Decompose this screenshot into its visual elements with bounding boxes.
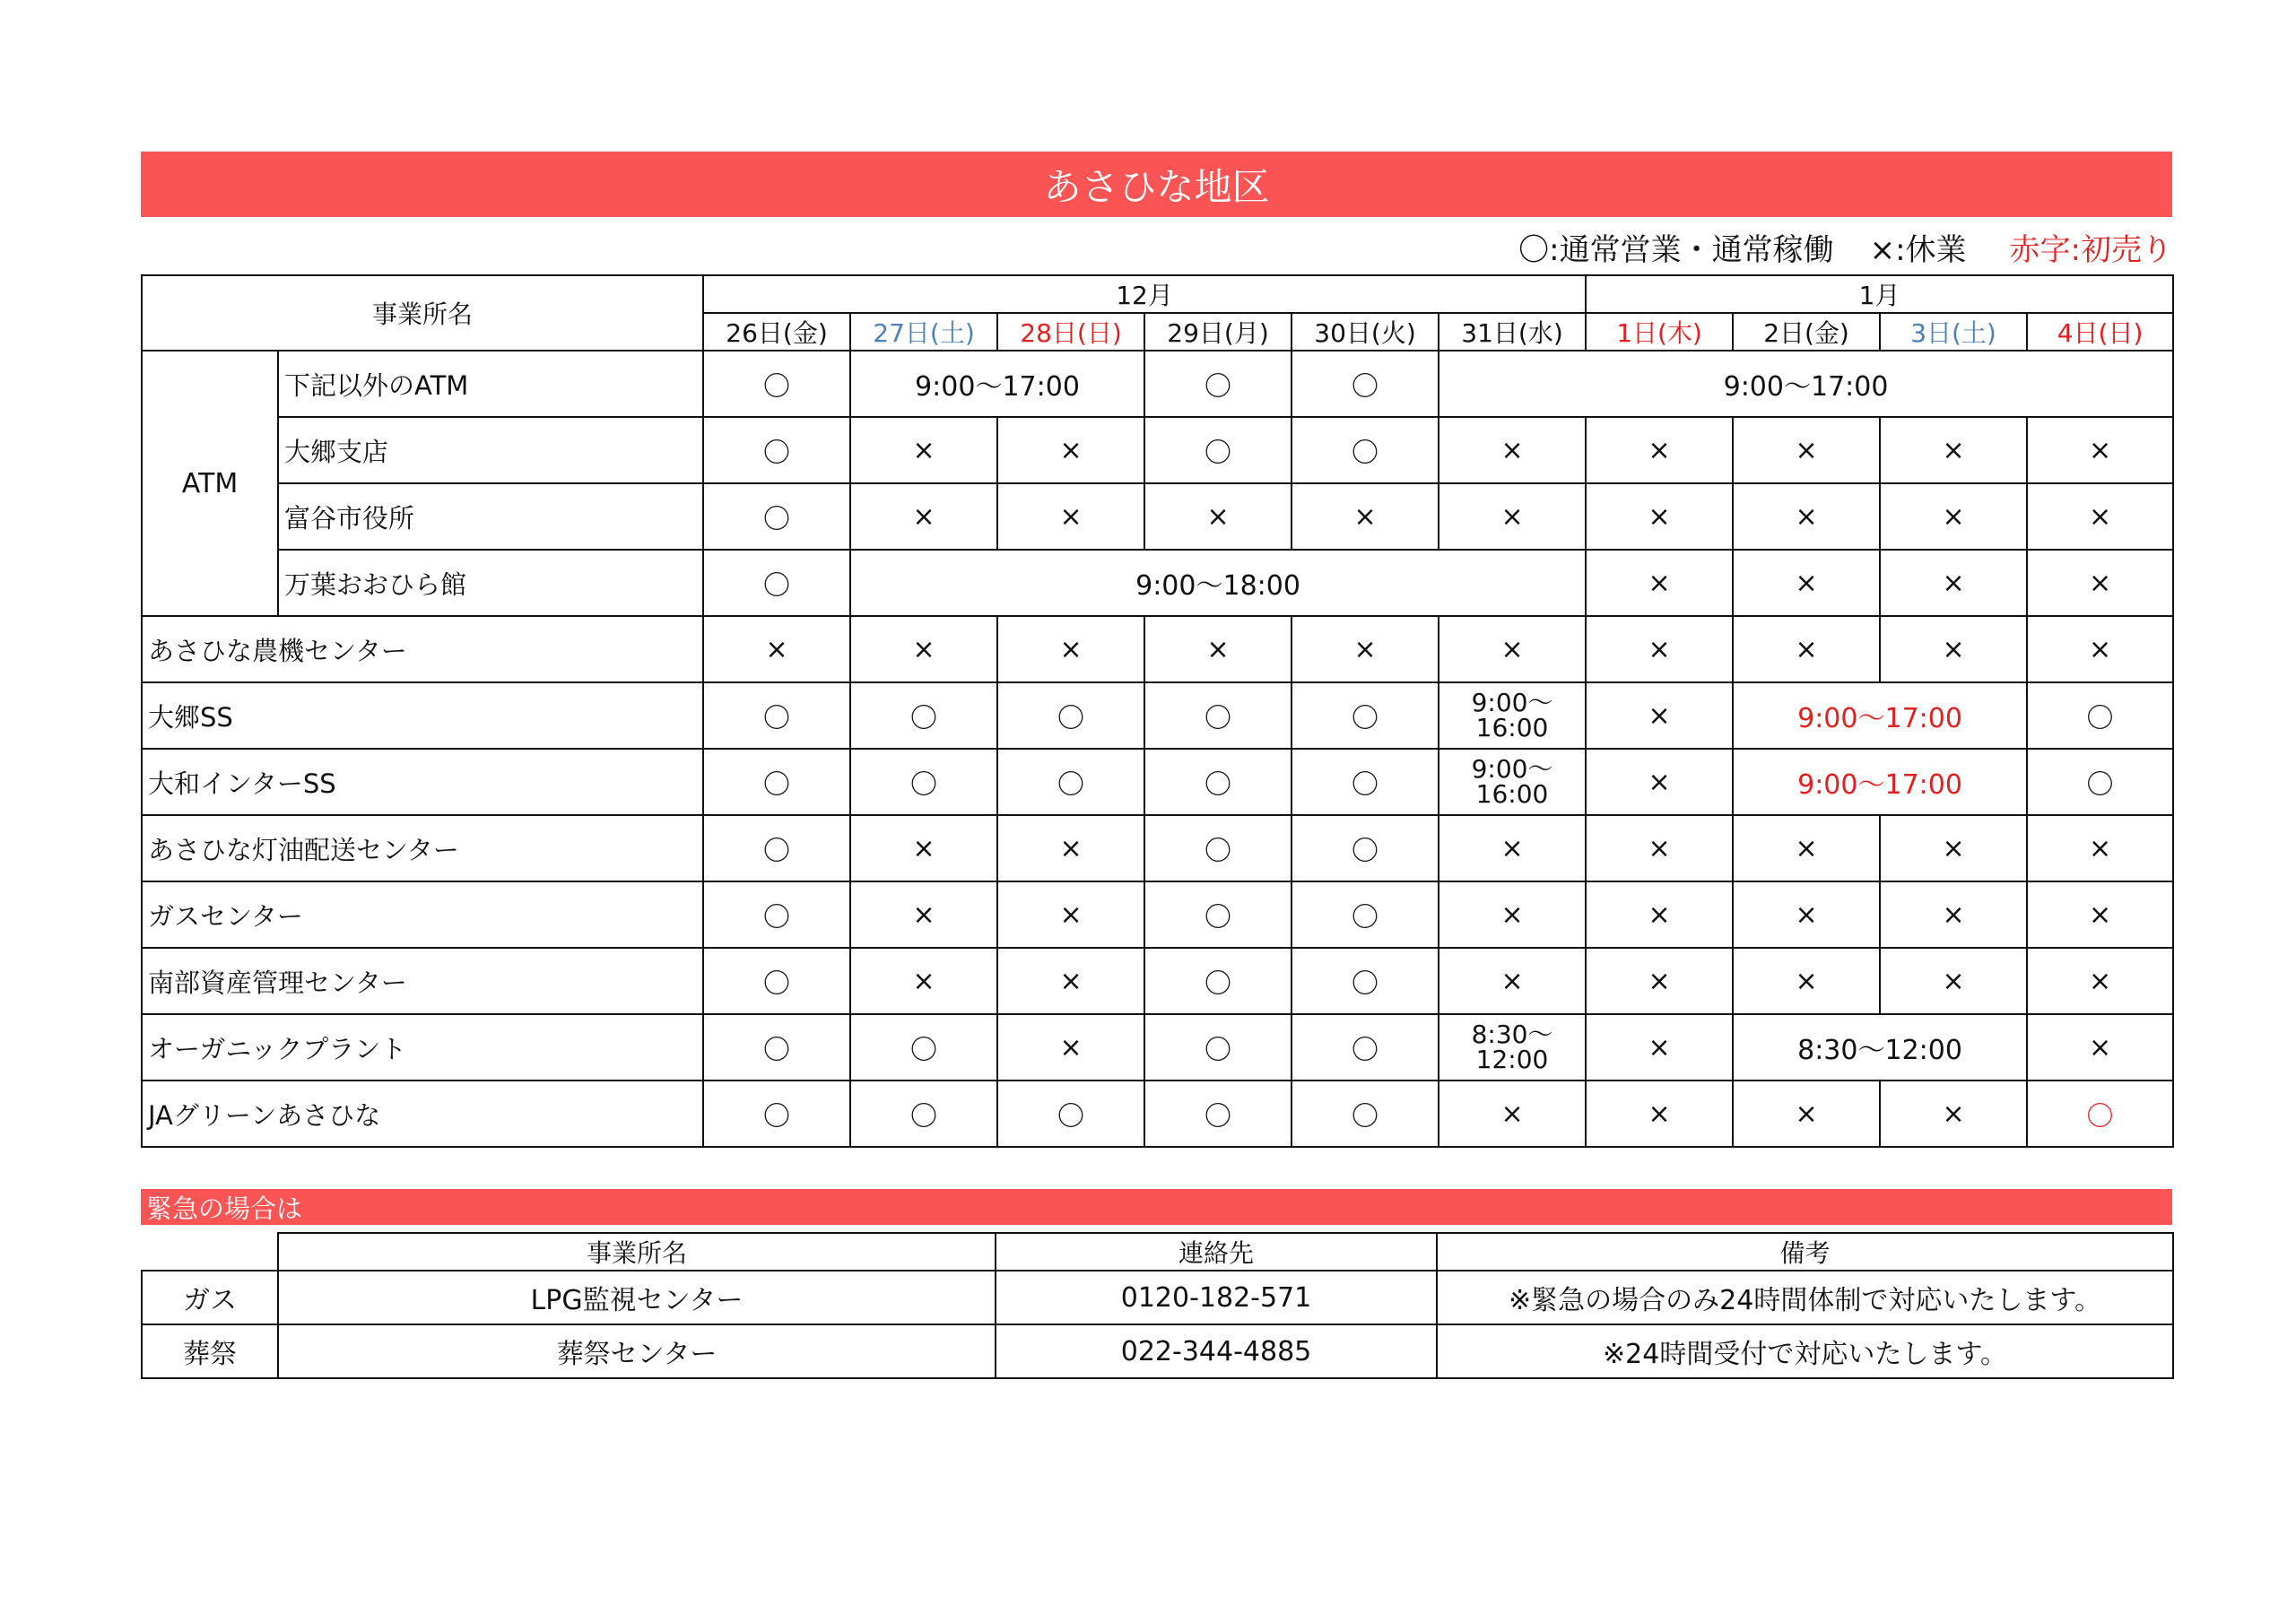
day-header: 27日(土) xyxy=(850,313,997,351)
status-cell: × xyxy=(1439,483,1586,550)
status-cell: 〇 xyxy=(1144,881,1292,948)
status-cell: × xyxy=(1439,881,1586,948)
day-header: 28日(日) xyxy=(997,313,1144,351)
status-cell: 〇 xyxy=(703,749,850,815)
status-cell: 〇 xyxy=(703,351,850,417)
status-cell: × xyxy=(1144,483,1292,550)
status-cell: 〇 xyxy=(703,682,850,749)
status-cell: × xyxy=(1586,682,1733,749)
emergency-header-note: 備考 xyxy=(1437,1233,2173,1271)
status-cell: 〇 xyxy=(1144,351,1292,417)
legend-cross: ×:休業 xyxy=(1869,231,1967,268)
day-header: 1日(木) xyxy=(1586,313,1733,351)
status-cell: × xyxy=(1439,815,1586,881)
schedule-row xyxy=(142,616,2173,682)
status-cell: × xyxy=(1586,881,1733,948)
status-cell: × xyxy=(1586,550,1733,616)
status-cell: 9:00～17:00 xyxy=(1439,351,2173,417)
emergency-header-name: 事業所名 xyxy=(278,1233,996,1271)
status-cell: × xyxy=(1880,616,2027,682)
office-name: 富谷市役所 xyxy=(278,483,703,550)
day-header: 29日(月) xyxy=(1144,313,1292,351)
emergency-header-blank xyxy=(142,1233,278,1271)
status-cell: × xyxy=(997,881,1144,948)
office-name: 大和インターSS xyxy=(142,749,703,815)
status-cell: 〇 xyxy=(1292,1014,1439,1081)
emergency-row xyxy=(142,1324,2173,1378)
status-cell: × xyxy=(2027,815,2173,881)
status-cell: 〇 xyxy=(703,483,850,550)
status-cell: × xyxy=(1439,948,1586,1014)
schedule-row xyxy=(142,550,2173,616)
status-cell: × xyxy=(1586,749,1733,815)
status-cell: × xyxy=(1439,1081,1586,1147)
status-cell: × xyxy=(1733,1081,1880,1147)
schedule-row xyxy=(142,1014,2173,1081)
status-cell: 〇 xyxy=(1292,881,1439,948)
status-cell: 9:00～18:00 xyxy=(850,550,1586,616)
status-cell: × xyxy=(1880,815,2027,881)
status-cell: × xyxy=(2027,550,2173,616)
status-cell: × xyxy=(1144,616,1292,682)
office-name: 大郷SS xyxy=(142,682,703,749)
status-cell: × xyxy=(1733,483,1880,550)
status-cell: 〇 xyxy=(850,1081,997,1147)
office-name: 大郷支店 xyxy=(278,417,703,483)
status-cell: 〇 xyxy=(1144,682,1292,749)
schedule-row xyxy=(142,881,2173,948)
status-cell: × xyxy=(1733,815,1880,881)
status-cell: 〇 xyxy=(1292,1081,1439,1147)
status-cell: × xyxy=(2027,881,2173,948)
status-cell: × xyxy=(850,417,997,483)
status-cell: 〇 xyxy=(997,749,1144,815)
header-row-months xyxy=(142,275,2173,313)
schedule-row xyxy=(142,815,2173,881)
office-name: オーガニックプラント xyxy=(142,1014,703,1081)
emergency-phone: 022-344-4885 xyxy=(996,1324,1437,1378)
day-header: 3日(土) xyxy=(1880,313,2027,351)
status-cell: × xyxy=(997,815,1144,881)
emergency-note: ※緊急の場合のみ24時間体制で対応いたします。 xyxy=(1437,1271,2173,1324)
status-cell: × xyxy=(703,616,850,682)
office-name: 万葉おおひら館 xyxy=(278,550,703,616)
status-cell: 〇 xyxy=(850,1014,997,1081)
status-cell: 〇 xyxy=(1144,815,1292,881)
office-name: 下記以外のATM xyxy=(278,351,703,417)
emergency-table xyxy=(141,1232,2174,1379)
status-cell: × xyxy=(1880,417,2027,483)
status-cell: × xyxy=(1733,948,1880,1014)
status-cell: 〇 xyxy=(1292,682,1439,749)
status-cell: 〇 xyxy=(1292,351,1439,417)
schedule-row xyxy=(142,483,2173,550)
status-cell: × xyxy=(1586,1014,1733,1081)
status-cell: × xyxy=(1880,948,2027,1014)
office-name: あさひな農機センター xyxy=(142,616,703,682)
status-cell: × xyxy=(1586,483,1733,550)
status-cell: 9:00～17:00 xyxy=(1733,749,2027,815)
status-cell: 8:30～ 12:00 xyxy=(1439,1014,1586,1081)
status-cell: 〇 xyxy=(2027,749,2173,815)
status-cell: 〇 xyxy=(703,550,850,616)
status-cell: 〇 xyxy=(1144,749,1292,815)
emergency-category: ガス xyxy=(142,1271,278,1324)
status-cell: × xyxy=(1586,815,1733,881)
status-cell: 〇 xyxy=(997,682,1144,749)
status-cell: 〇 xyxy=(1292,948,1439,1014)
status-cell: 〇 xyxy=(997,1081,1144,1147)
status-cell: 〇 xyxy=(2027,1081,2173,1147)
month-header: 12月 xyxy=(703,275,1586,313)
emergency-phone: 0120-182-571 xyxy=(996,1271,1437,1324)
emergency-title: 緊急の場合は xyxy=(141,1189,2172,1225)
status-cell: 8:30～12:00 xyxy=(1733,1014,2027,1081)
schedule-row xyxy=(142,351,2173,417)
status-cell: × xyxy=(1586,948,1733,1014)
status-cell: × xyxy=(2027,483,2173,550)
status-cell: × xyxy=(1733,550,1880,616)
page-title: あさひな地区 xyxy=(141,152,2172,217)
emergency-name: LPG監視センター xyxy=(278,1271,996,1324)
status-cell: × xyxy=(2027,1014,2173,1081)
status-cell: × xyxy=(850,616,997,682)
status-cell: 9:00～17:00 xyxy=(1733,682,2027,749)
atm-group-label: ATM xyxy=(142,351,278,616)
status-cell: 〇 xyxy=(1144,1014,1292,1081)
office-name: JAグリーンあさひな xyxy=(142,1081,703,1147)
status-cell: × xyxy=(1586,616,1733,682)
status-cell: × xyxy=(1439,417,1586,483)
status-cell: × xyxy=(1586,1081,1733,1147)
day-header: 31日(水) xyxy=(1439,313,1586,351)
status-cell: × xyxy=(997,417,1144,483)
status-cell: 〇 xyxy=(1144,417,1292,483)
emergency-category: 葬祭 xyxy=(142,1324,278,1378)
status-cell: 〇 xyxy=(703,1014,850,1081)
office-name: ガスセンター xyxy=(142,881,703,948)
status-cell: × xyxy=(1733,417,1880,483)
status-cell: × xyxy=(1733,881,1880,948)
status-cell: × xyxy=(1880,1081,2027,1147)
office-name: あさひな灯油配送センター xyxy=(142,815,703,881)
emergency-row xyxy=(142,1271,2173,1324)
status-cell: × xyxy=(2027,948,2173,1014)
legend-red: 赤字:初売り xyxy=(2009,231,2172,268)
status-cell: × xyxy=(997,616,1144,682)
day-header: 4日(日) xyxy=(2027,313,2173,351)
status-cell: × xyxy=(997,948,1144,1014)
office-name-header: 事業所名 xyxy=(142,275,703,351)
month-header: 1月 xyxy=(1586,275,2173,313)
status-cell: × xyxy=(1292,616,1439,682)
schedule-table xyxy=(141,274,2174,1148)
status-cell: × xyxy=(1733,616,1880,682)
schedule-row xyxy=(142,1081,2173,1147)
status-cell: × xyxy=(997,483,1144,550)
status-cell: 9:00～ 16:00 xyxy=(1439,682,1586,749)
emergency-header-contact: 連絡先 xyxy=(996,1233,1437,1271)
status-cell: 〇 xyxy=(1144,1081,1292,1147)
status-cell: × xyxy=(1880,881,2027,948)
status-cell: 9:00～ 16:00 xyxy=(1439,749,1586,815)
emergency-header-row xyxy=(142,1233,2173,1271)
status-cell: × xyxy=(997,1014,1144,1081)
status-cell: × xyxy=(1880,483,2027,550)
status-cell: × xyxy=(1439,616,1586,682)
status-cell: 〇 xyxy=(1292,749,1439,815)
emergency-name: 葬祭センター xyxy=(278,1324,996,1378)
status-cell: 〇 xyxy=(850,749,997,815)
status-cell: 〇 xyxy=(1292,815,1439,881)
status-cell: × xyxy=(2027,417,2173,483)
status-cell: 〇 xyxy=(703,417,850,483)
status-cell: 9:00～17:00 xyxy=(850,351,1144,417)
status-cell: 〇 xyxy=(703,948,850,1014)
status-cell: 〇 xyxy=(850,682,997,749)
status-cell: × xyxy=(850,483,997,550)
status-cell: 〇 xyxy=(703,881,850,948)
emergency-note: ※24時間受付で対応いたします。 xyxy=(1437,1324,2173,1378)
status-cell: 〇 xyxy=(703,1081,850,1147)
legend-circle: 〇:通常営業・通常稼働 xyxy=(1518,231,1834,268)
office-name: 南部資産管理センター xyxy=(142,948,703,1014)
status-cell: 〇 xyxy=(2027,682,2173,749)
day-header: 2日(金) xyxy=(1733,313,1880,351)
schedule-row xyxy=(142,749,2173,815)
status-cell: 〇 xyxy=(1144,948,1292,1014)
status-cell: 〇 xyxy=(1292,417,1439,483)
day-header: 26日(金) xyxy=(703,313,850,351)
status-cell: 〇 xyxy=(703,815,850,881)
schedule-row xyxy=(142,417,2173,483)
status-cell: × xyxy=(850,815,997,881)
status-cell: × xyxy=(1292,483,1439,550)
schedule-row xyxy=(142,682,2173,749)
day-header: 30日(火) xyxy=(1292,313,1439,351)
status-cell: × xyxy=(850,881,997,948)
status-cell: × xyxy=(1880,550,2027,616)
status-cell: × xyxy=(850,948,997,1014)
status-cell: × xyxy=(1586,417,1733,483)
schedule-row xyxy=(142,948,2173,1014)
legend xyxy=(141,222,2172,271)
status-cell: × xyxy=(2027,616,2173,682)
